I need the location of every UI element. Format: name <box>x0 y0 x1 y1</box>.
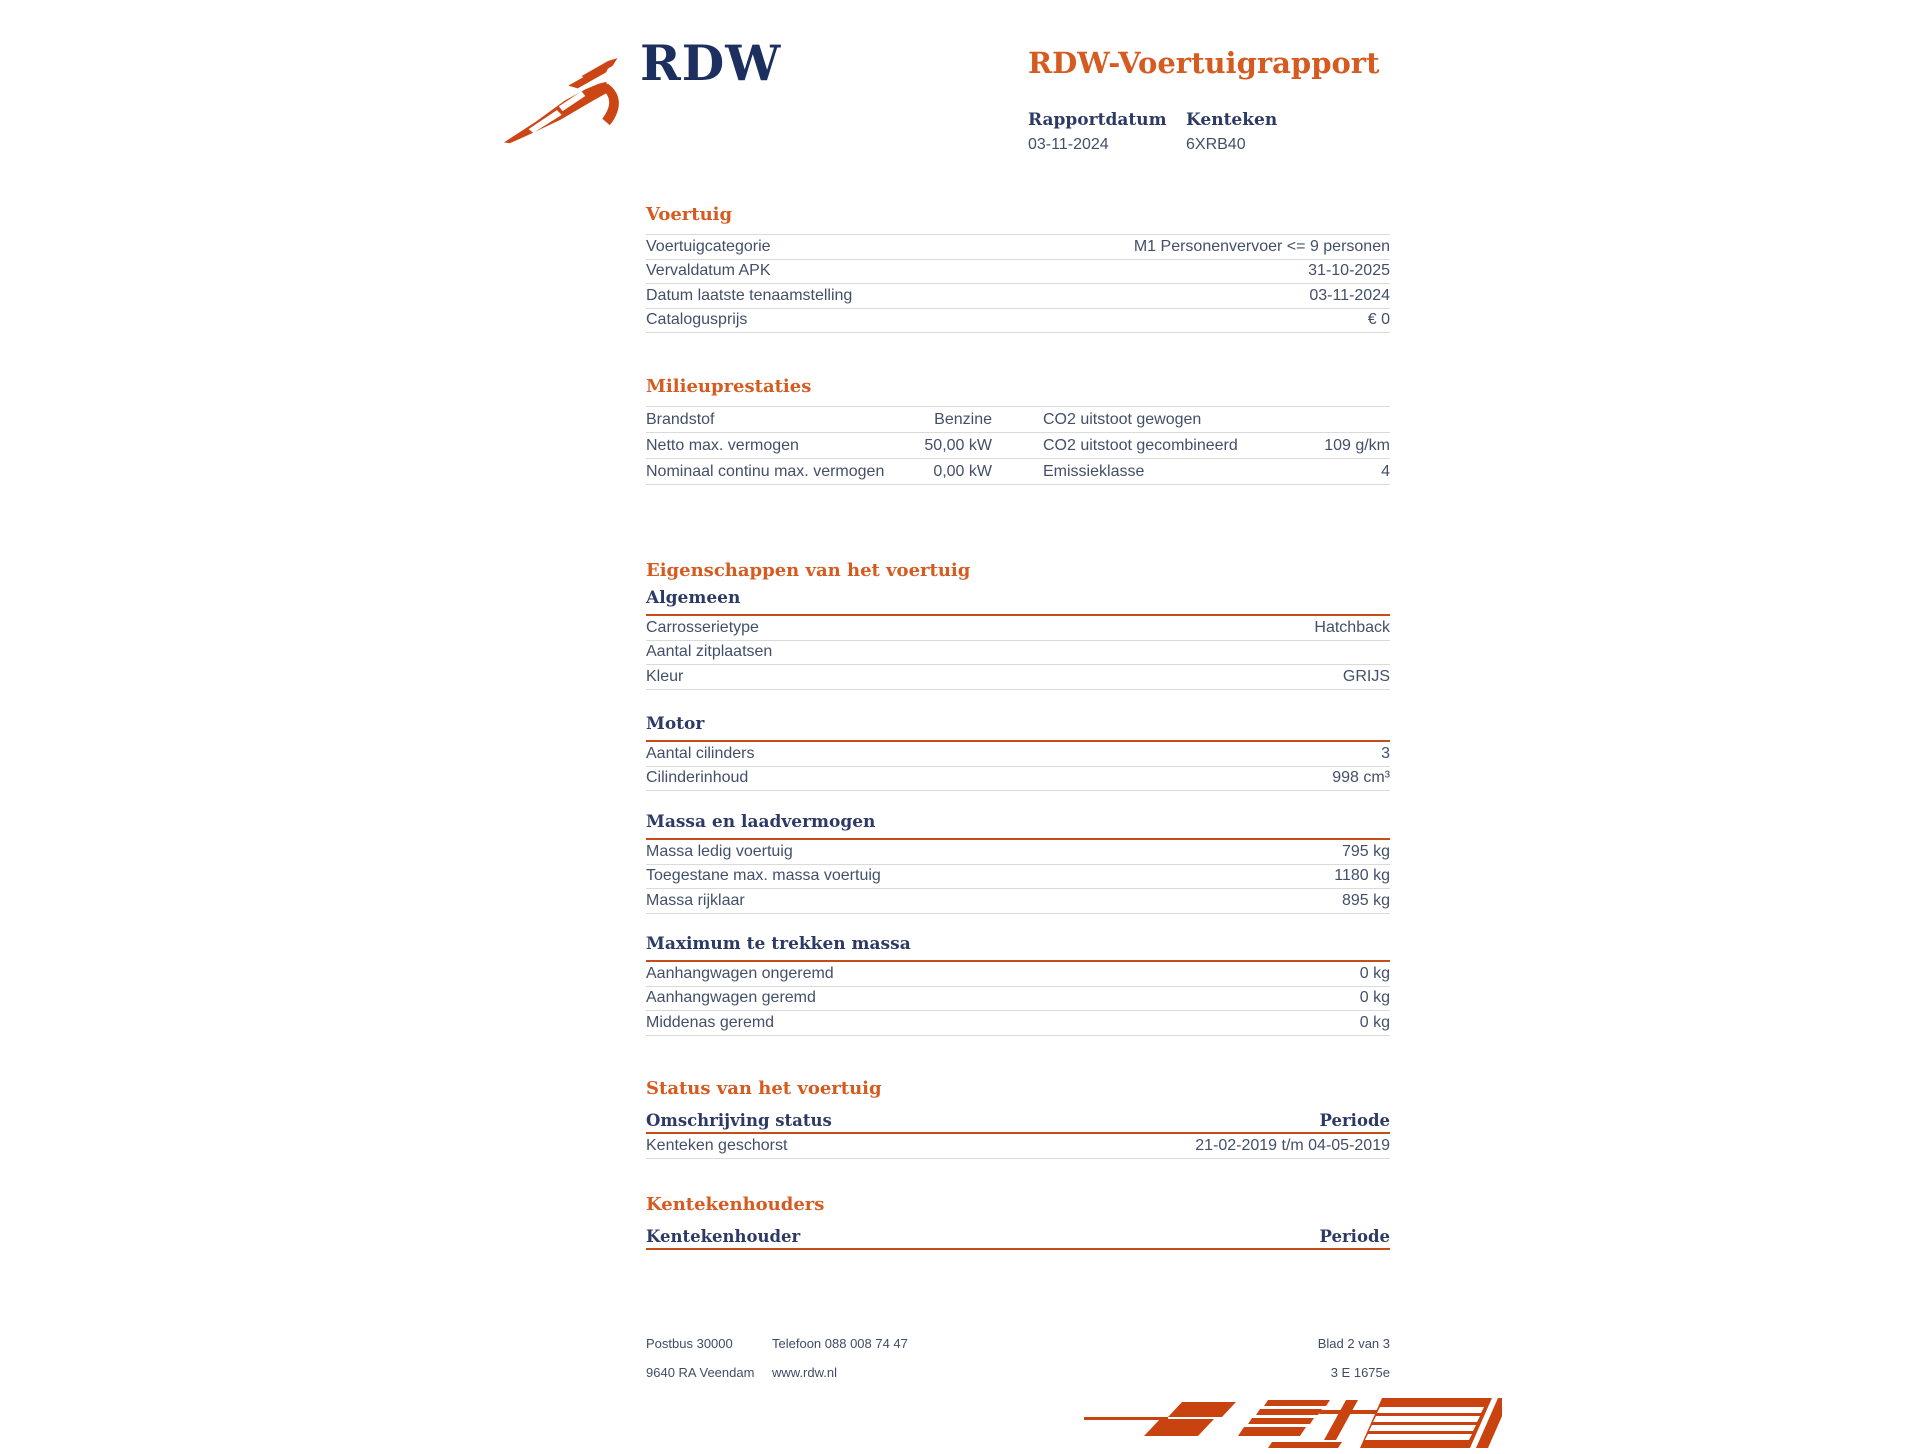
row-value: 0 kg <box>1359 1013 1390 1031</box>
row-label: Brandstof <box>646 410 715 428</box>
table-row <box>646 742 1390 767</box>
subsection-heading: Motor <box>646 714 705 734</box>
table-row <box>646 962 1390 987</box>
table-row <box>646 284 1390 309</box>
row-value: 0 kg <box>1359 989 1390 1007</box>
footer-row <box>646 1365 1390 1380</box>
row-value: 895 kg <box>1341 891 1390 909</box>
row-value: M1 Personenvervoer <= 9 personen <box>1133 237 1390 255</box>
row-label: Cilinderinhoud <box>646 769 749 787</box>
row-label: Toegestane max. massa voertuig <box>646 867 881 885</box>
row-label: Emissieklasse <box>1043 462 1145 480</box>
status-col-omschrijving: Omschrijving status <box>646 1110 832 1130</box>
section-milieuprestaties <box>646 376 1390 485</box>
row-label: Catalogusprijs <box>646 311 748 329</box>
subsection-massa <box>646 812 1390 914</box>
row-value: GRIJS <box>1342 667 1390 685</box>
motor-table <box>646 740 1390 791</box>
row-value: € 0 <box>1367 311 1390 329</box>
report-date-label: Rapportdatum <box>1028 110 1167 130</box>
status-col-periode: Periode <box>1319 1110 1390 1130</box>
row-value: 795 kg <box>1341 842 1390 860</box>
rdw-logo-feather-icon <box>498 44 648 148</box>
row-label: Voertuigcategorie <box>646 237 771 255</box>
section-voertuig <box>646 204 1390 333</box>
row-label: Aantal cilinders <box>646 744 755 762</box>
footer-row <box>646 1336 1390 1351</box>
row-label: Kleur <box>646 667 684 685</box>
table-row <box>646 433 1390 459</box>
footer-website: www.rdw.nl <box>772 1365 838 1380</box>
row-label: Aanhangwagen ongeremd <box>646 964 834 982</box>
row-label: CO2 uitstoot gecombineerd <box>1043 436 1238 454</box>
footer-doc-code: 3 E 1675e <box>1330 1365 1390 1380</box>
section-kentekenhouders <box>646 1194 1390 1250</box>
row-value: 03-11-2024 <box>1309 286 1390 304</box>
footer-page-number: Blad 2 van 3 <box>1317 1336 1390 1351</box>
status-header-row <box>646 1108 1390 1134</box>
row-label: Aantal zitplaatsen <box>646 643 773 661</box>
row-value: 0 kg <box>1359 964 1390 982</box>
rdw-logo-text: RDW <box>640 34 782 92</box>
row-label: Nominaal continu max. vermogen <box>646 462 885 480</box>
milieuprestaties-table <box>646 406 1390 485</box>
row-label: Datum laatste tenaamstelling <box>646 286 853 304</box>
table-row <box>646 260 1390 285</box>
kentekenhouders-header-row <box>646 1224 1390 1250</box>
page-title: RDW-Voertuigrapport <box>1028 46 1380 80</box>
table-row <box>646 840 1390 865</box>
row-label: Middenas geremd <box>646 1013 775 1031</box>
table-row <box>646 665 1390 690</box>
row-value: 50,00 kW <box>924 436 992 454</box>
subsection-trekken-massa <box>646 934 1390 1036</box>
license-plate-block <box>1186 110 1277 154</box>
table-row <box>646 1011 1390 1036</box>
subsection-heading: Algemeen <box>646 588 741 608</box>
footer-postbus: Postbus 30000 <box>646 1336 733 1351</box>
table-row <box>646 1134 1390 1159</box>
license-plate-value: 6XRB40 <box>1186 136 1246 153</box>
row-label: Netto max. vermogen <box>646 436 799 454</box>
table-row <box>646 641 1390 666</box>
row-value: 4 <box>1381 462 1390 480</box>
table-row <box>646 767 1390 792</box>
section-status <box>646 1078 1390 1159</box>
subsection-algemeen <box>646 588 1390 690</box>
section-title-eigenschappen: Eigenschappen van het voertuig <box>646 560 971 581</box>
row-value: 998 cm³ <box>1332 769 1390 787</box>
subsection-heading: Massa en laadvermogen <box>646 812 876 832</box>
license-plate-label: Kenteken <box>1186 110 1278 130</box>
section-eigenschappen-title <box>646 560 1390 590</box>
page-footer <box>646 1336 1390 1394</box>
periode-col: Periode <box>1319 1226 1390 1246</box>
subsection-heading: Maximum te trekken massa <box>646 934 911 954</box>
section-title-milieuprestaties: Milieuprestaties <box>646 376 812 397</box>
table-row <box>646 407 1390 433</box>
row-label: Vervaldatum APK <box>646 262 771 280</box>
row-label: Carrosserietype <box>646 618 759 636</box>
section-title-voertuig: Voertuig <box>646 204 733 225</box>
trekken-massa-table <box>646 960 1390 1036</box>
voertuig-table <box>646 234 1390 333</box>
row-label: Aanhangwagen geremd <box>646 989 816 1007</box>
massa-table <box>646 838 1390 914</box>
table-row <box>646 987 1390 1012</box>
row-label: Massa ledig voertuig <box>646 842 793 860</box>
table-row <box>646 309 1390 334</box>
table-row <box>646 889 1390 914</box>
row-value: 1180 kg <box>1334 867 1390 885</box>
table-row <box>646 616 1390 641</box>
report-date-block <box>1028 110 1186 154</box>
table-row <box>646 235 1390 260</box>
algemeen-table <box>646 614 1390 690</box>
row-label: CO2 uitstoot gewogen <box>1043 410 1202 428</box>
row-value: Benzine <box>934 410 992 428</box>
table-row <box>646 865 1390 890</box>
report-date-value: 03-11-2024 <box>1028 136 1109 153</box>
kentekenhouder-col: Kentekenhouder <box>646 1226 801 1246</box>
row-value: 3 <box>1381 744 1390 762</box>
row-value: 21-02-2019 t/m 04-05-2019 <box>1195 1136 1390 1154</box>
table-row <box>646 459 1390 485</box>
row-label: Massa rijklaar <box>646 891 745 909</box>
section-title-status: Status van het voertuig <box>646 1078 882 1099</box>
row-value: 0,00 kW <box>933 462 992 480</box>
footer-city: 9640 RA Veendam <box>646 1365 755 1380</box>
row-label: Kenteken geschorst <box>646 1136 788 1154</box>
row-value: 31-10-2025 <box>1308 262 1390 280</box>
subsection-motor <box>646 714 1390 791</box>
row-value: 109 g/km <box>1324 436 1390 454</box>
speed-lines-graphic <box>1082 1396 1502 1454</box>
section-title-kentekenhouders: Kentekenhouders <box>646 1194 825 1215</box>
report-meta <box>1028 110 1277 154</box>
row-value: Hatchback <box>1314 618 1390 636</box>
footer-phone: Telefoon 088 008 74 47 <box>772 1336 908 1351</box>
